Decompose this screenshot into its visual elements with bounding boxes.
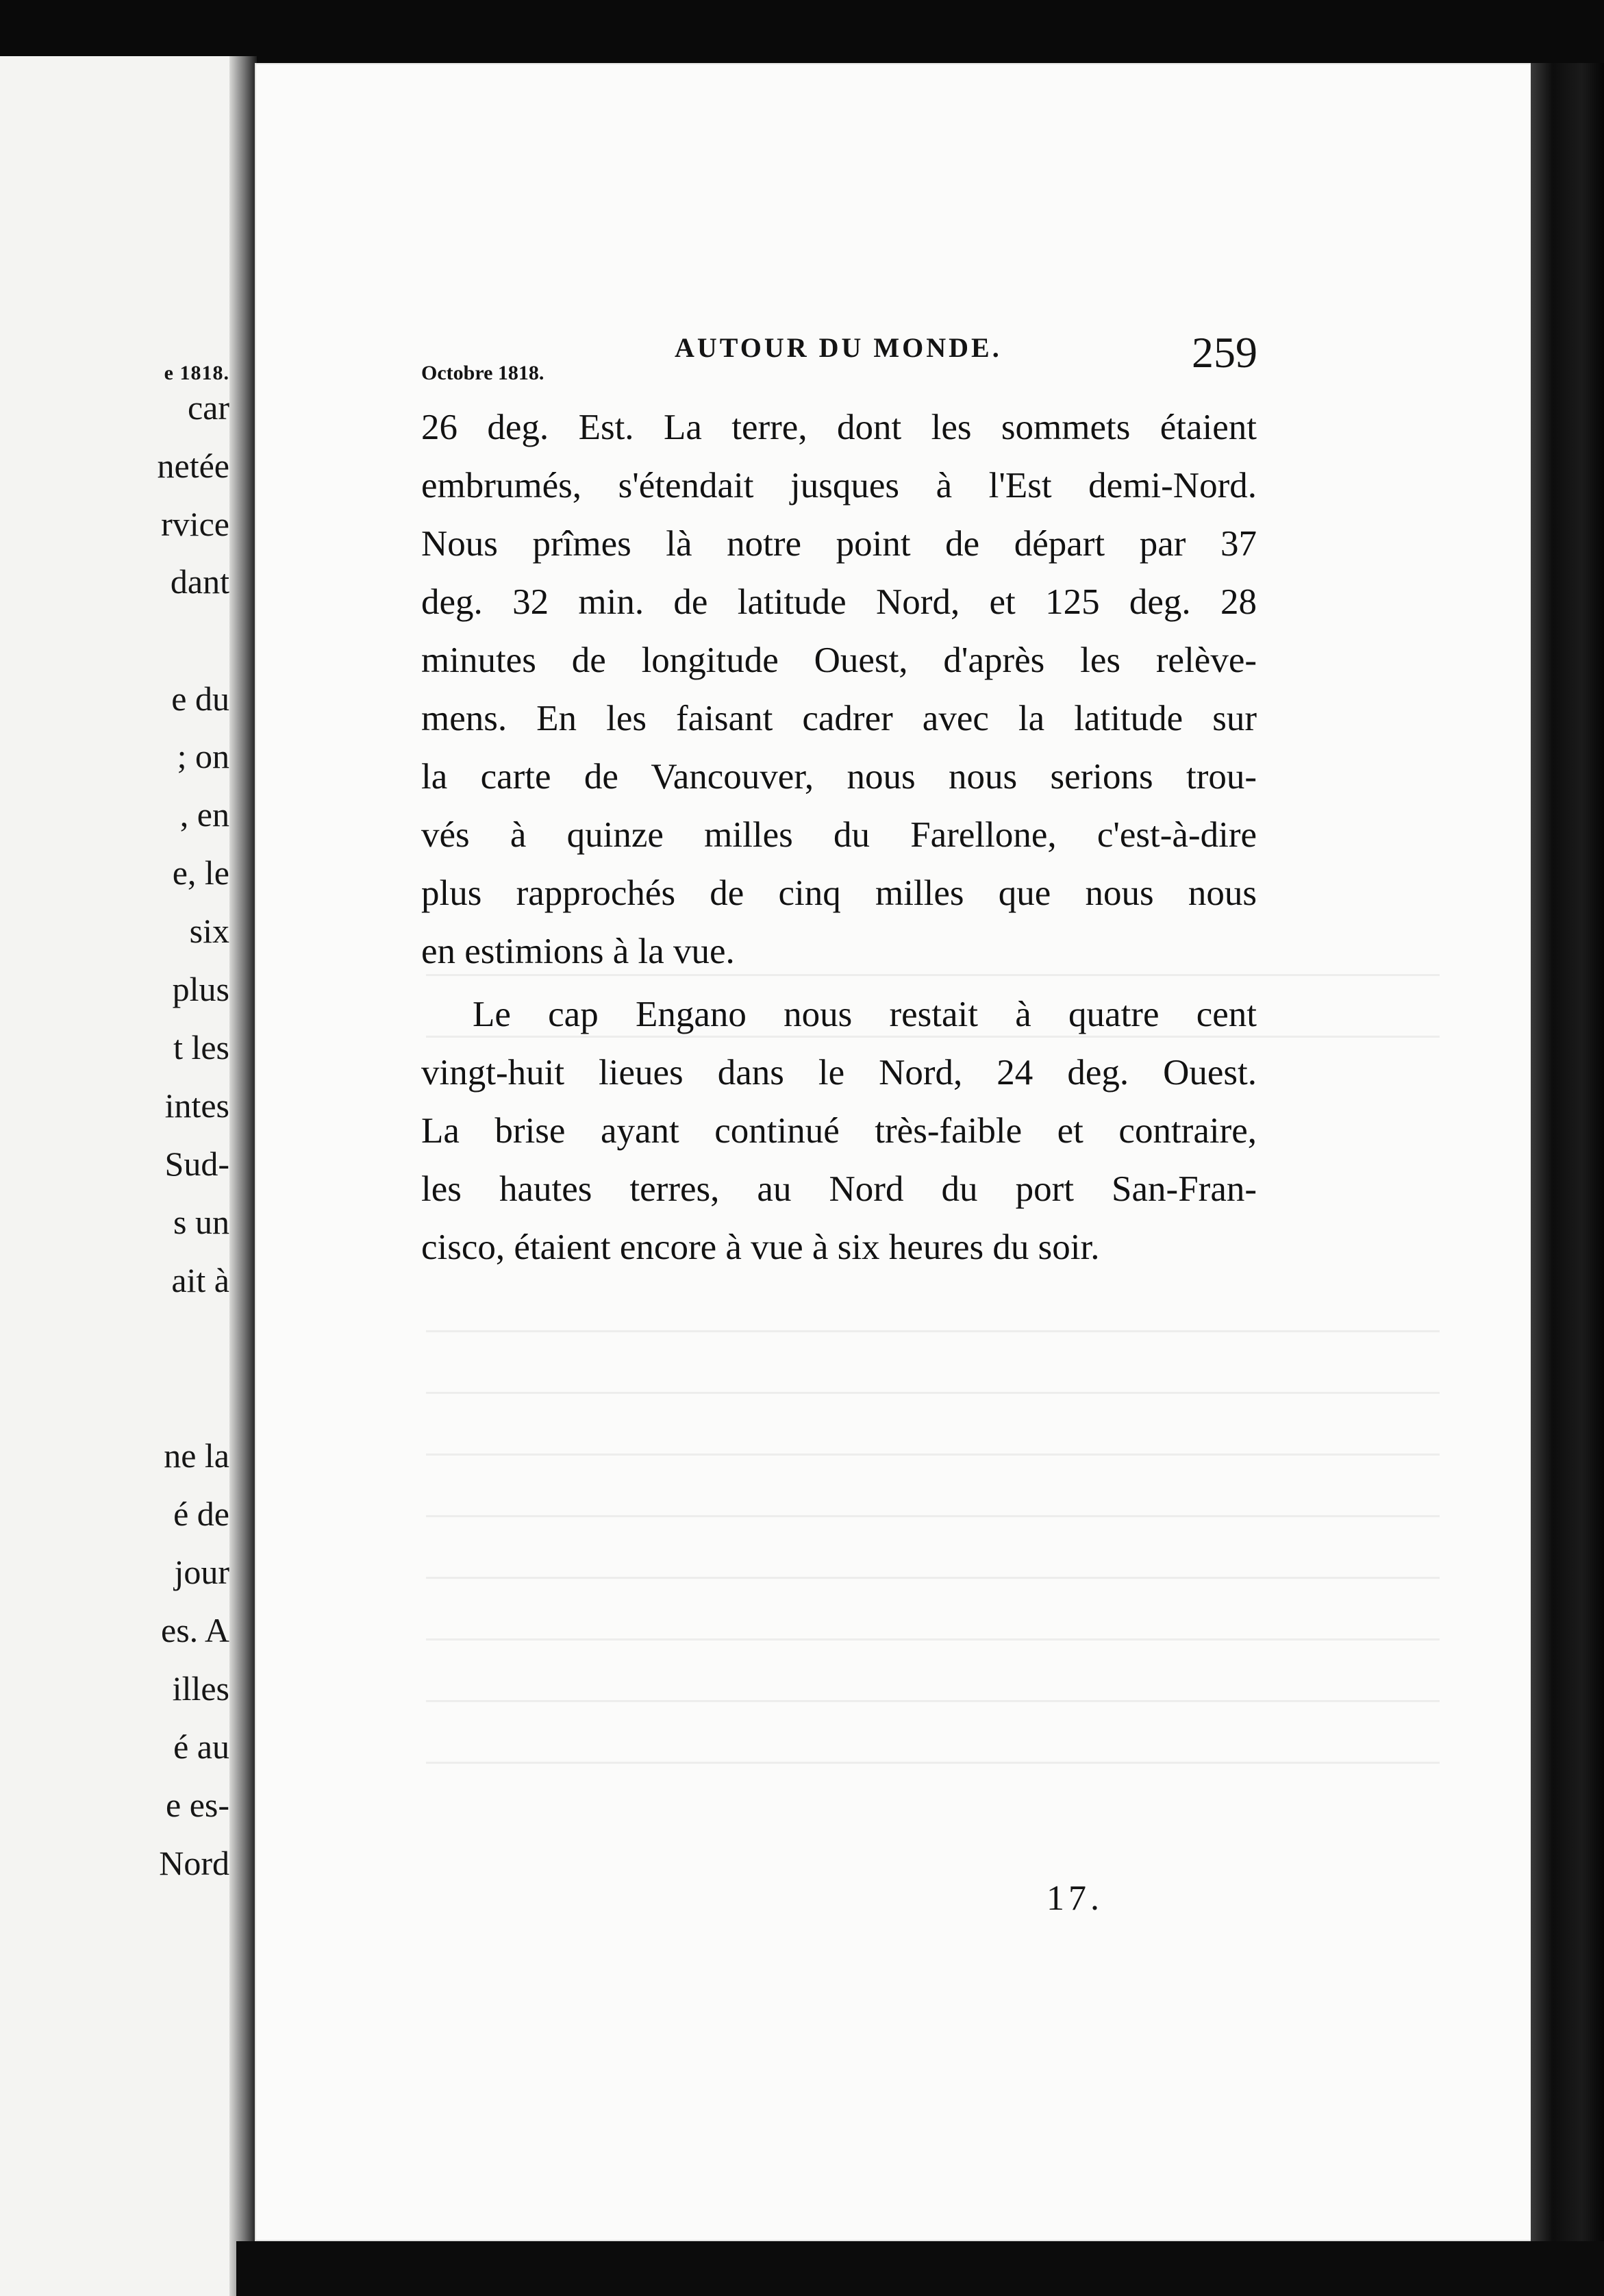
text-line: deg. 32 min. de latitude Nord, et 125 deg. 28 xyxy=(421,582,1257,622)
text-line: les hautes terres, au Nord du port San-Fran- xyxy=(421,1169,1257,1209)
left-page-line: ne la xyxy=(164,1436,229,1475)
show-through-line xyxy=(426,1700,1440,1702)
left-page-line: es. A xyxy=(161,1611,229,1649)
text-line: mens. En les faisant cadrer avec la latitude sur xyxy=(421,699,1257,738)
left-page-line: , en xyxy=(179,795,229,834)
text-line: Le cap Engano nous restait à quatre cent xyxy=(473,995,1257,1034)
left-page-header: e 1818. xyxy=(164,362,229,384)
scan-bottom-border xyxy=(236,2241,1604,2296)
left-page-line: six xyxy=(189,912,229,950)
left-page-line: t les xyxy=(173,1028,229,1066)
left-page-line: Nord xyxy=(159,1844,229,1882)
text-line: en estimions à la vue. xyxy=(421,932,735,971)
text-line: plus rapprochés de cinq milles que nous nous xyxy=(421,873,1257,913)
show-through-line xyxy=(426,1577,1440,1579)
text-line: 26 deg. Est. La terre, dont les sommets étaient xyxy=(421,408,1257,447)
left-page-line: Sud- xyxy=(164,1145,229,1183)
left-page-line: é de xyxy=(173,1495,229,1533)
left-page-line: intes xyxy=(164,1086,229,1125)
date-marginal: Octobre 1818. xyxy=(421,362,544,384)
text-line: vingt-huit lieues dans le Nord, 24 deg. Ouest. xyxy=(421,1053,1257,1093)
text-line: Nous prîmes là notre point de départ par 37 xyxy=(421,524,1257,564)
show-through-line xyxy=(426,1453,1440,1456)
text-line: cisco, étaient encore à vue à six heures du soir. xyxy=(421,1227,1100,1267)
page-number: 259 xyxy=(1192,328,1257,377)
left-page-line: illes xyxy=(172,1669,229,1708)
left-page-line: ; on xyxy=(177,737,229,775)
show-through-line xyxy=(426,1036,1440,1038)
left-page-line: e du xyxy=(171,679,229,718)
show-through-line xyxy=(426,1392,1440,1394)
book-gutter-shadow xyxy=(229,56,257,2296)
main-page xyxy=(255,63,1536,2241)
left-page-line: rvice xyxy=(161,505,229,543)
left-page-line: plus xyxy=(172,970,229,1008)
book-right-edge xyxy=(1531,63,1604,2296)
show-through-line xyxy=(426,1638,1440,1640)
show-through-line xyxy=(426,1515,1440,1517)
left-page-line: jour xyxy=(174,1553,229,1591)
text-line: La brise ayant continué très-faible et contraire, xyxy=(421,1111,1257,1151)
left-page-line: dant xyxy=(170,562,229,601)
show-through-line xyxy=(426,1330,1440,1332)
text-line: embrumés, s'étendait jusques à l'Est demi-Nord. xyxy=(421,466,1257,506)
text-line: la carte de Vancouver, nous nous serions trou- xyxy=(421,757,1257,797)
left-page-line: ait à xyxy=(171,1261,229,1299)
text-line: vés à quinze milles du Farellone, c'est-à-dire xyxy=(421,815,1257,855)
left-page-line: e, le xyxy=(172,853,229,892)
left-page-line: é au xyxy=(173,1727,229,1766)
scan-top-border xyxy=(0,0,1604,65)
text-line: minutes de longitude Ouest, d'après les relève- xyxy=(421,640,1257,680)
left-page-line: s un xyxy=(173,1203,229,1241)
signature-mark: 17. xyxy=(1047,1879,1103,1918)
show-through-line xyxy=(426,1762,1440,1764)
left-page-line: car xyxy=(187,388,229,427)
left-page-line: netée xyxy=(157,447,229,485)
running-head: AUTOUR DU MONDE. xyxy=(675,332,1002,363)
show-through-line xyxy=(426,974,1440,976)
left-page-line: e es- xyxy=(166,1786,229,1824)
left-facing-page xyxy=(0,56,236,2296)
